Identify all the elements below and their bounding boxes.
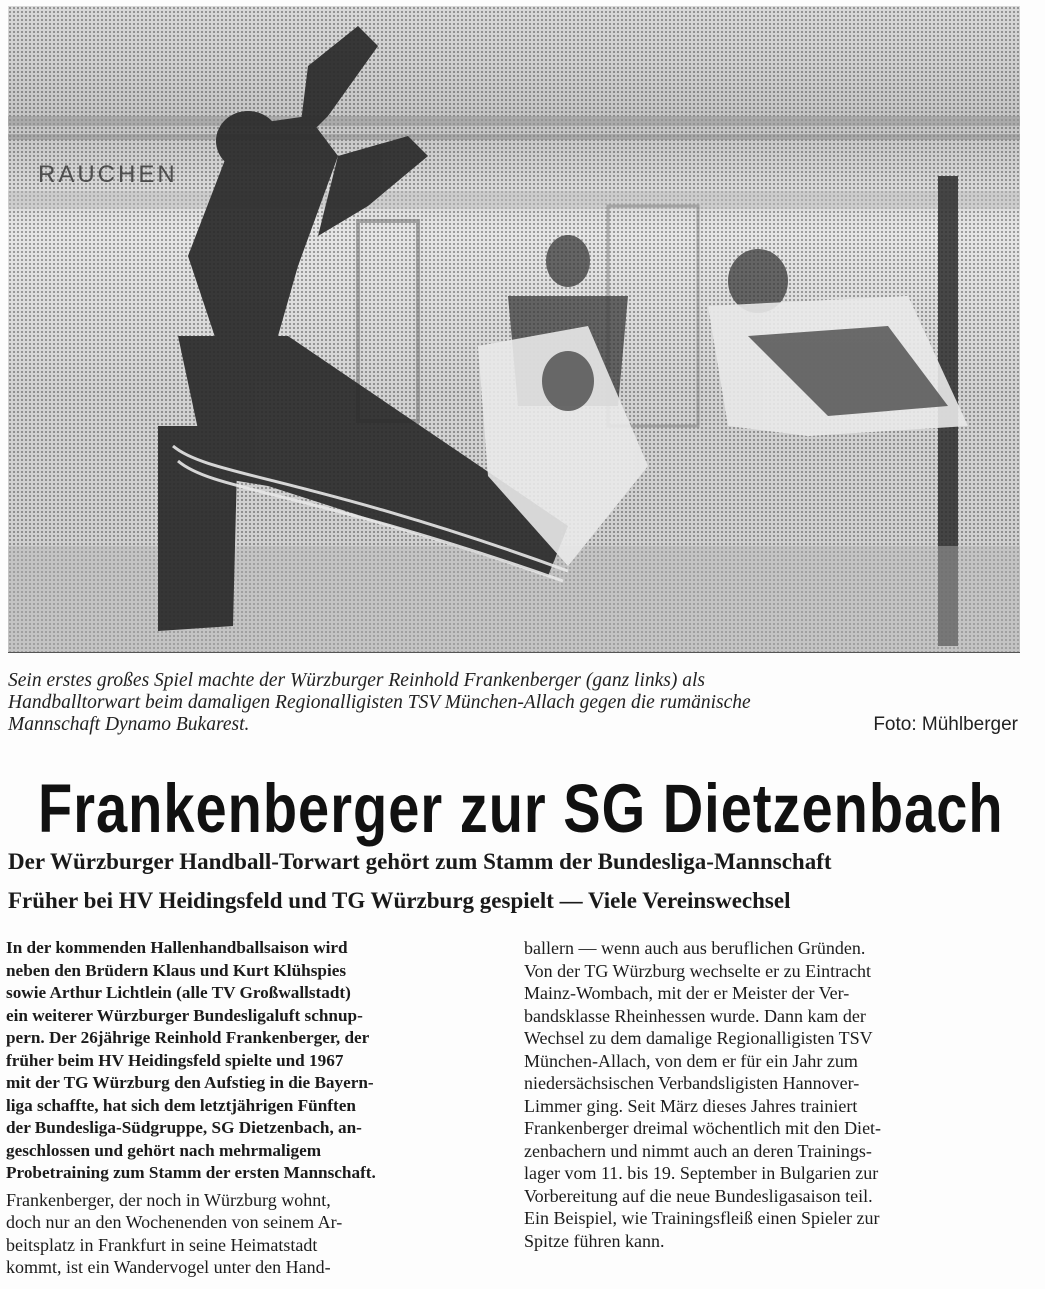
body-line: Spitze führen kann. xyxy=(524,1230,665,1251)
body-line: mit der TG Würzburg den Aufstieg in die Bayern- xyxy=(6,1073,374,1092)
article-headline: Frankenberger zur SG Dietzenbach xyxy=(38,769,1004,847)
body-line: München-Allach, von dem er für ein Jahr zum xyxy=(524,1050,858,1071)
body-line: pern. Der 26jährige Reinhold Frankenberger, der xyxy=(6,1028,370,1047)
body-line: neben den Brüdern Klaus und Kurt Klühspies xyxy=(6,960,347,980)
body-line: Mainz-Wombach, mit der er Meister der Ver- xyxy=(524,983,850,1003)
body-line: Frankenberger dreimal wöchentlich mit den Diet- xyxy=(524,1118,882,1138)
body-line: der Bundesliga-Südgruppe, SG Dietzenbach, an- xyxy=(6,1118,362,1137)
body-line: liga schaffte, hat sich dem letztjährigen Fünften xyxy=(6,1095,356,1115)
body-line: Ein Beispiel, wie Trainingsfleiß einen Spieler zur xyxy=(524,1208,880,1228)
article-column-right xyxy=(524,937,1024,1252)
body-line: ballern — wenn auch aus beruflichen Gründen. xyxy=(524,938,866,958)
body-line: Wechsel zu dem damalige Regionalligisten TSV xyxy=(524,1028,873,1048)
photo-illustration xyxy=(8,6,1020,652)
body-line: beitsplatz in Frankfurt in seine Heimatstadt xyxy=(6,1234,318,1255)
wall-sign-text: RAUCHEN xyxy=(38,161,178,188)
handball-photo xyxy=(8,6,1020,653)
body-line: kommt, ist ein Wandervogel unter den Hand- xyxy=(6,1257,331,1277)
photo-credit: Foto: Mühlberger xyxy=(873,714,1018,735)
body-line: Frankenberger, der noch in Würzburg wohnt, xyxy=(6,1189,331,1210)
body-line: bandsklasse Rheinhessen wurde. Dann kam der xyxy=(524,1005,866,1026)
body-line: Probetraining zum Stamm der ersten Mannschaft. xyxy=(6,1163,376,1182)
body-line: doch nur an den Wochenenden von seinem Ar- xyxy=(6,1212,343,1232)
body-line: zenbachern und nimmt auch an deren Trainings- xyxy=(524,1140,872,1161)
body-line: Limmer ging. Seit März dieses Jahres trainiert xyxy=(524,1095,858,1116)
body-line: sowie Arthur Lichtlein (alle TV Großwallstadt) xyxy=(6,983,351,1002)
article-subheadline: Der Würzburger Handball-Torwart gehört zum Stamm der Bundesliga-Mannschaft xyxy=(8,849,832,874)
body-line: lager vom 11. bis 19. September in Bulgarien zur xyxy=(524,1163,879,1183)
article-subheadline: Früher bei HV Heidingsfeld und TG Würzburg gespielt — Viele Vereinswechsel xyxy=(8,888,791,913)
body-line: geschlossen und gehört nach mehrmaligem xyxy=(6,1140,322,1160)
article-column-left xyxy=(6,937,498,1279)
body-line: früher beim HV Heidingsfeld spielte und 1967 xyxy=(6,1050,344,1070)
body-line: In der kommenden Hallenhandballsaison wird xyxy=(6,938,348,957)
photo-caption xyxy=(8,670,1020,736)
caption-line: Sein erstes großes Spiel machte der Würzburger Reinhold Frankenberger (ganz links) als xyxy=(8,670,706,691)
body-line: ein weiterer Würzburger Bundesligaluft schnup- xyxy=(6,1005,363,1025)
body-line: Von der TG Würzburg wechselte er zu Eintracht xyxy=(524,960,872,981)
body-line: niedersächsischen Verbandsligisten Hannover- xyxy=(524,1073,860,1093)
body-line: Vorbereitung auf die neue Bundesligasaison teil. xyxy=(524,1185,873,1206)
caption-line: Mannschaft Dynamo Bukarest. xyxy=(8,714,250,735)
caption-line: Handballtorwart beim damaligen Regionalligisten TSV München-Allach gegen die rumänische xyxy=(8,692,751,713)
